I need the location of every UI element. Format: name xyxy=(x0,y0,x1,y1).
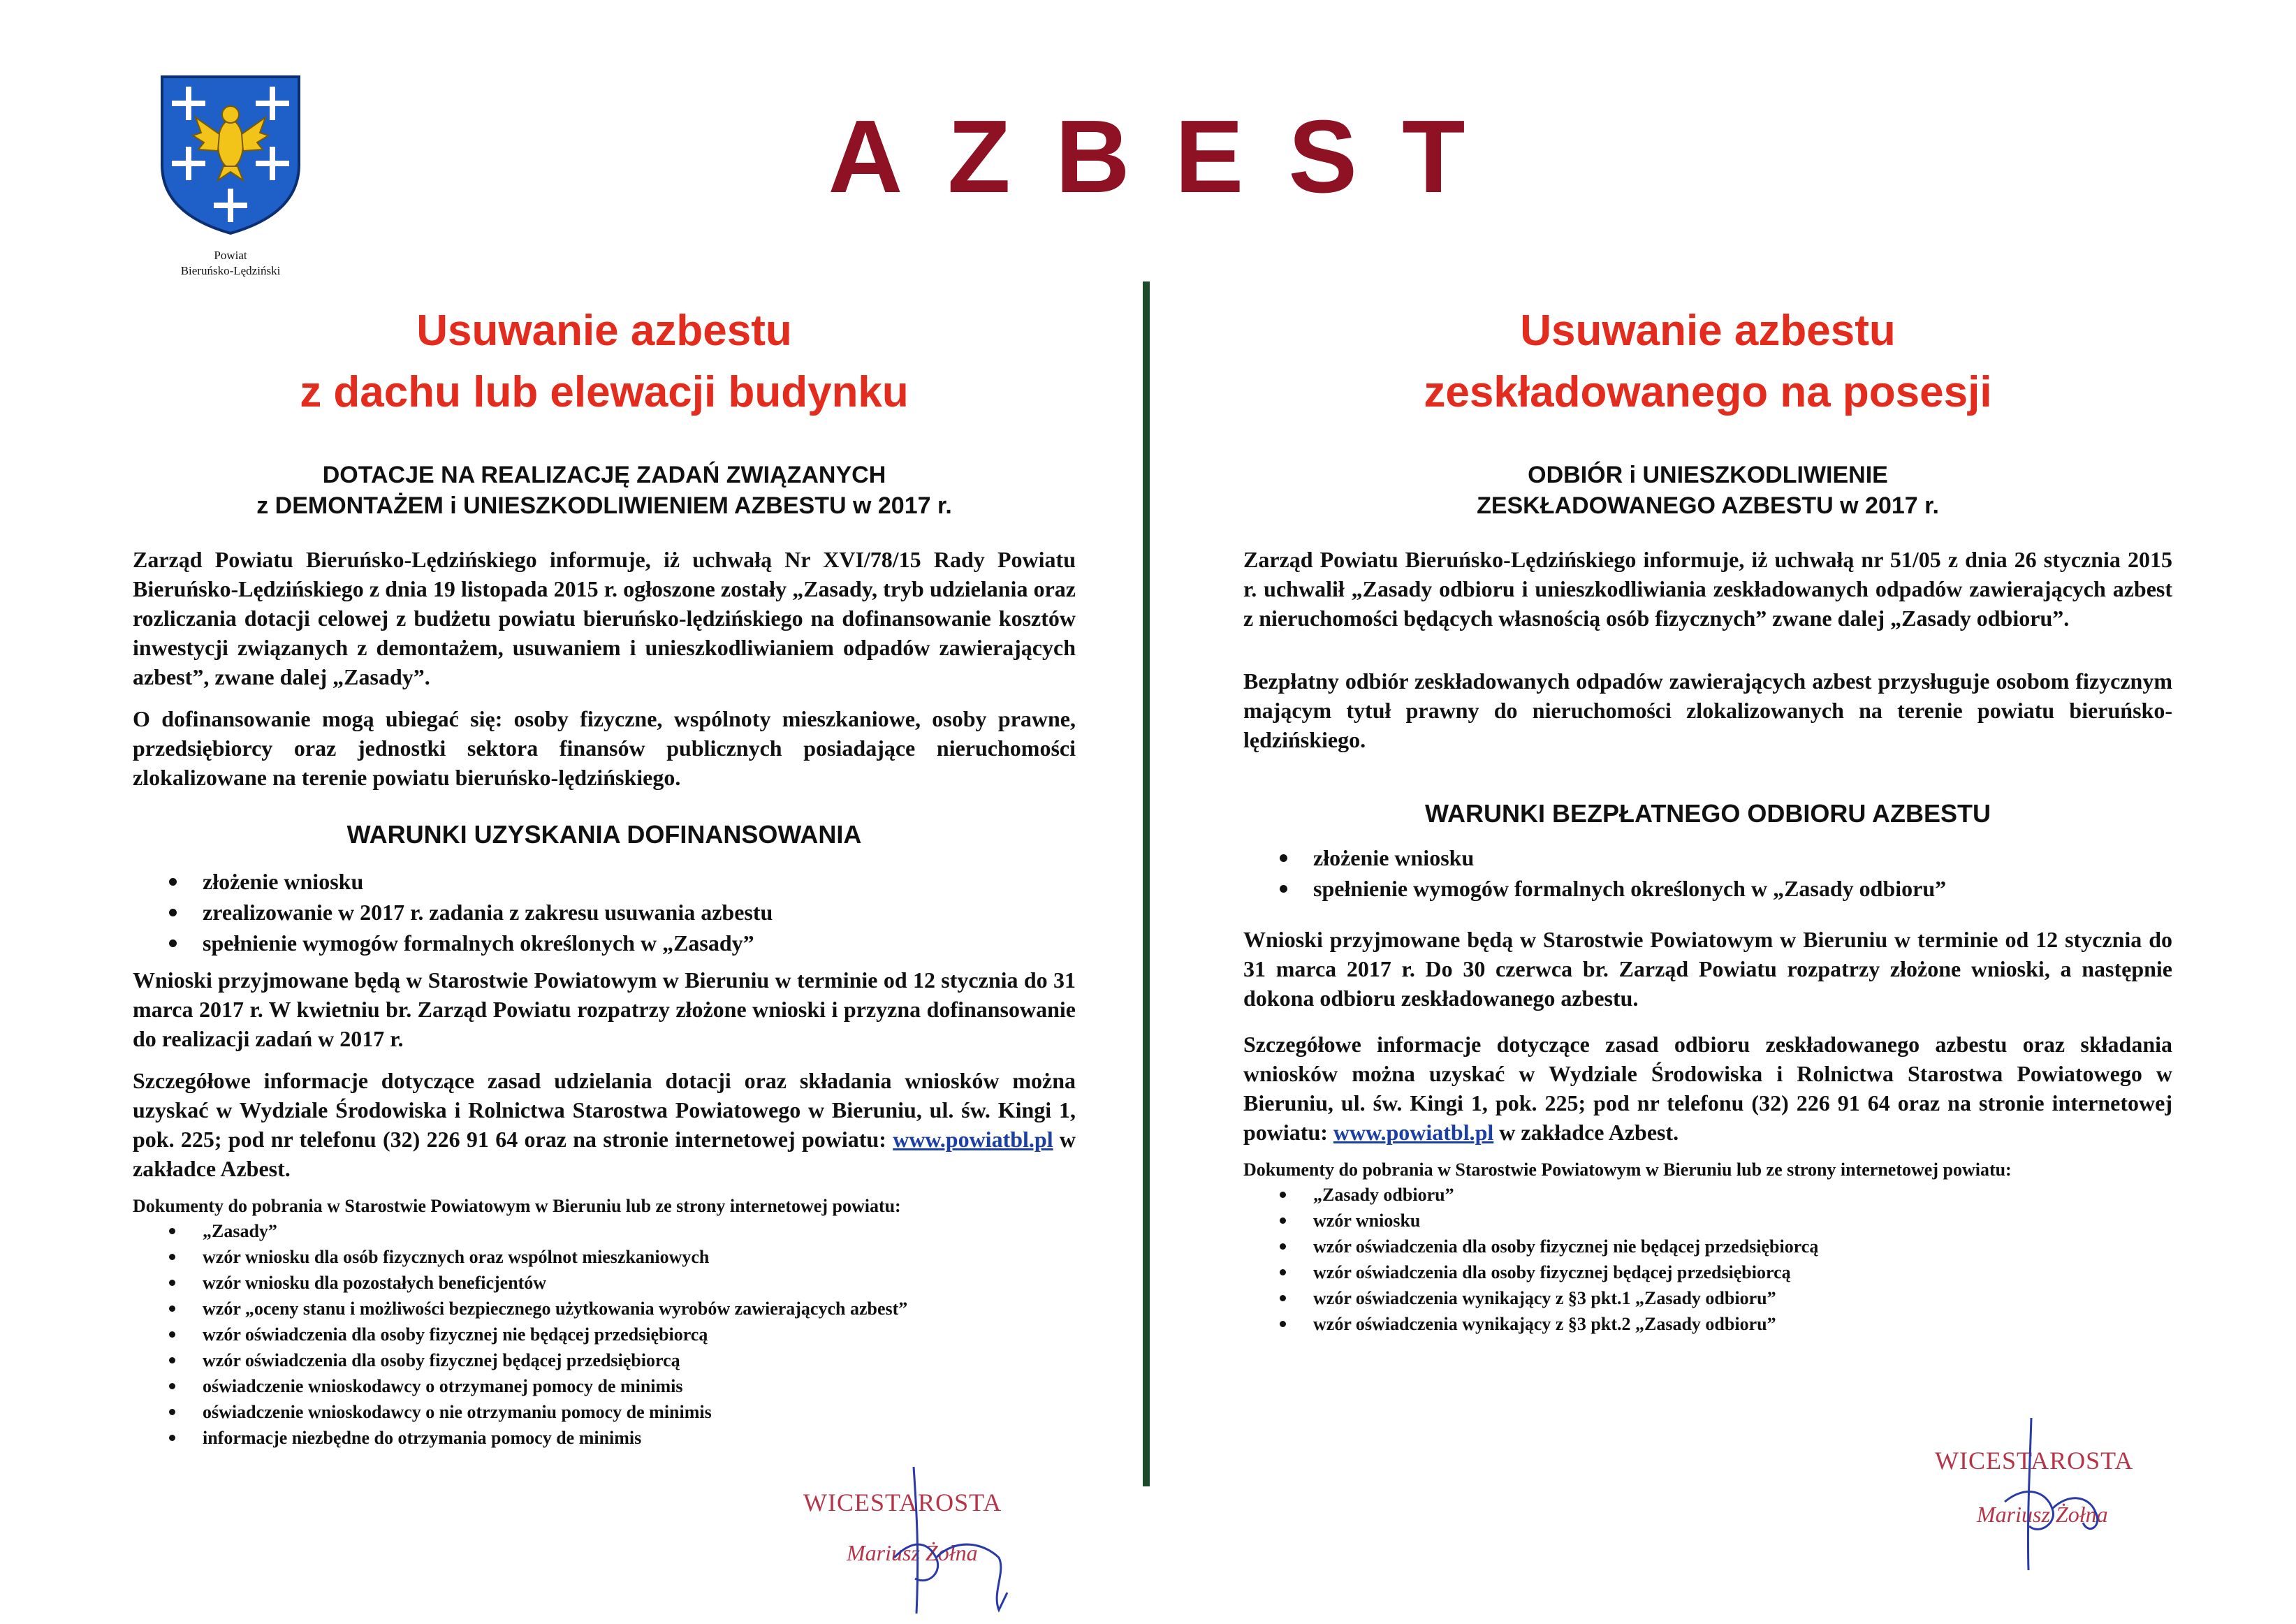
list-item: wzór oświadczenia dla osoby fizycznej będącej przedsiębiorcą xyxy=(133,1347,1076,1373)
list-item: złożenie wniosku xyxy=(1243,842,2172,873)
list-item: złożenie wniosku xyxy=(133,866,1076,897)
left-para-3: Wnioski przyjmowane będą w Starostwie Powiatowym w Bieruniu w terminie od 12 stycznia do 31 marca 2017 r. W kwietniu br. Zarząd Powiatu rozpatrzy złożone wnioski i przyzna dofinansowanie do realizacji zadań w 2017 r. xyxy=(133,967,1076,1051)
right-section-heading: WARUNKI BEZPŁATNEGO ODBIORU AZBESTU xyxy=(1425,799,1991,828)
left-column xyxy=(133,300,1076,1451)
list-item: „Zasady” xyxy=(133,1218,1076,1244)
right-stamp-title: WICESTAROSTA xyxy=(1935,1447,2134,1475)
left-para-4-text: Szczegółowe informacje dotyczące zasad udzielania dotacji oraz składania wniosków można uzyskać w Wydziale Środowiska i Rolnictwa Starostwa Powiatowego w Bieruniu, ul. św. Kingi 1, pok. 225; pod nr telefonu (32) 226 91 64 oraz na stronie internetowej powiatu: xyxy=(133,1068,1076,1152)
crest-caption-line1: Powiat xyxy=(214,249,247,262)
list-item: wzór wniosku dla pozostałych beneficjentów xyxy=(133,1270,1076,1296)
right-signature xyxy=(1963,1411,2144,1579)
list-item: spełnienie wymogów formalnych określonych w „Zasady” xyxy=(133,928,1076,958)
left-heading-line1: Usuwanie azbestu xyxy=(416,307,792,355)
crest-caption-line2: Bieruńsko-Lędziński xyxy=(180,264,281,277)
list-item: „Zasady odbioru” xyxy=(1243,1182,2172,1208)
list-item: oświadczenie wnioskodawcy o nie otrzymaniu pomocy de minimis xyxy=(133,1399,1076,1425)
right-para-1: Zarząd Powiatu Bieruńsko-Lędzińskiego informuje, iż uchwałą nr 51/05 z dnia 26 stycznia 2015 r. uchwalił „Zasady odbioru i unieszkodliwiania zeskładowanych odpadów zawierających azbest z nieruchomości będących własnością osób fizycznych” zwane dalej „Zasady odbioru”. xyxy=(1243,547,2172,631)
list-item: wzór oświadczenia wynikający z §3 pkt.1 „Zasady odbioru” xyxy=(1243,1285,2172,1311)
left-heading-line2: z dachu lub elewacji budynku xyxy=(300,368,909,416)
left-subheading-line1: DOTACJE NA REALIZACJĘ ZADAŃ ZWIĄZANYCH xyxy=(322,462,886,488)
left-section-heading: WARUNKI UZYSKANIA DOFINANSOWANIA xyxy=(346,820,862,849)
left-stamp-name: Mariusz Żołna xyxy=(847,1540,978,1565)
left-para-2: O dofinansowanie mogą ubiegać się: osoby fizyczne, wspólnoty mieszkaniowe, osoby prawne, przedsiębiorcy oraz jednostki sektora finansów publicznych posiadające nieruchomości zlokalizowane na terenie powiatu bieruńsko-lędzińskiego. xyxy=(133,706,1076,790)
left-stamp-title: WICESTAROSTA xyxy=(803,1488,1002,1516)
left-docs-list xyxy=(133,1218,1076,1451)
left-para-1: Zarząd Powiatu Bieruńsko-Lędzińskiego informuje, iż uchwałą Nr XVI/78/15 Rady Powiatu Bieruńsko-Lędzińskiego z dnia 19 listopada 2015 r. ogłoszone zostały „Zasady, tryb udzielania oraz rozliczania dotacji celowej z budżetu powiatu bieruńsko-lędzińskiego na dofinansowanie kosztów inwestycji związanych z demontażem, usuwaniem i unieszkodliwianiem odpadów zawierających azbest”, zwane dalej „Zasady”. xyxy=(133,547,1076,689)
list-item: informacje niezbędne do otrzymania pomocy de minimis xyxy=(133,1425,1076,1451)
left-para-4 xyxy=(133,1066,1076,1183)
list-item: wzór oświadczenia dla osoby fizycznej nie będącej przedsiębiorcą xyxy=(1243,1234,2172,1259)
right-heading-line1: Usuwanie azbestu xyxy=(1520,307,1896,355)
right-conditions-list xyxy=(1243,842,2172,904)
left-conditions-list xyxy=(133,866,1076,958)
left-para-4-tail: w zakładce Azbest. xyxy=(133,1127,1076,1181)
left-docs-heading: Dokumenty do pobrania w Starostwie Powiatowym w Bieruniu lub ze strony internetowej powiatu: xyxy=(133,1196,901,1216)
list-item: oświadczenie wnioskodawcy o otrzymanej pomocy de minimis xyxy=(133,1373,1076,1399)
right-subheading-line2: ZESKŁADOWANEGO AZBESTU w 2017 r. xyxy=(1477,492,1939,519)
list-item: wzór wniosku xyxy=(1243,1208,2172,1234)
right-stamp-name: Mariusz Żołna xyxy=(1977,1502,2108,1527)
right-para-4 xyxy=(1243,1030,2172,1147)
right-para-4-text: Szczegółowe informacje dotyczące zasad odbioru zeskładowanego azbestu oraz składania wniosków można uzyskać w Wydziale Środowiska i Rolnictwa Starostwa Powiatowego w Bieruniu, ul. św. Kingi 1, pok. 225; pod nr telefonu (32) 226 91 64 oraz na stronie internetowej powiatu: xyxy=(1243,1032,2172,1145)
right-docs-list xyxy=(1243,1182,2172,1337)
column-divider xyxy=(1143,281,1150,1486)
website-link[interactable]: www.powiatbl.pl xyxy=(893,1127,1053,1152)
website-link[interactable]: www.powiatbl.pl xyxy=(1333,1120,1494,1145)
right-heading-line2: zeskładowanego na posesji xyxy=(1424,368,1992,416)
list-item: wzór oświadczenia dla osoby fizycznej nie będącej przedsiębiorcą xyxy=(133,1322,1076,1347)
right-subheading-line1: ODBIÓR i UNIESZKODLIWIENIE xyxy=(1528,462,1888,488)
list-item: spełnienie wymogów formalnych określonych w „Zasady odbioru” xyxy=(1243,873,2172,904)
list-item: wzór wniosku dla osób fizycznych oraz wspólnot mieszkaniowych xyxy=(133,1244,1076,1270)
right-column xyxy=(1243,300,2172,1337)
page-title: AZBEST xyxy=(828,99,1510,214)
list-item: zrealizowanie w 2017 r. zadania z zakresu usuwania azbestu xyxy=(133,897,1076,928)
right-para-2: Bezpłatny odbiór zeskładowanych odpadów zawierających azbest przysługuje osobom fizycznym mającym tytuł prawny do nieruchomości zlokalizowanych na terenie powiatu bieruńsko-lędzińskiego. xyxy=(1243,668,2172,752)
list-item: wzór oświadczenia wynikający z §3 pkt.2 „Zasady odbioru” xyxy=(1243,1311,2172,1337)
crest-caption xyxy=(126,248,335,279)
right-para-4-tail: w zakładce Azbest. xyxy=(1493,1120,1679,1145)
left-subheading-line2: z DEMONTAŻEM i UNIESZKODLIWIENIEM AZBESTU w 2017 r. xyxy=(256,492,952,519)
right-docs-heading: Dokumenty do pobrania w Starostwie Powiatowym w Bieruniu lub ze strony internetowej powiatu: xyxy=(1243,1160,2012,1180)
left-signature xyxy=(824,1453,1062,1621)
list-item: wzór „oceny stanu i możliwości bezpiecznego użytkowania wyrobów zawierających azbest” xyxy=(133,1296,1076,1322)
list-item: wzór oświadczenia dla osoby fizycznej będącej przedsiębiorcą xyxy=(1243,1259,2172,1285)
right-para-3: Wnioski przyjmowane będą w Starostwie Powiatowym w Bieruniu w terminie od 12 stycznia do 31 marca 2017 r. Do 30 czerwca br. Zarząd Powiatu rozpatrzy złożone wnioski, a następnie dokona odbioru zeskładowanego azbestu. xyxy=(1243,927,2172,1011)
